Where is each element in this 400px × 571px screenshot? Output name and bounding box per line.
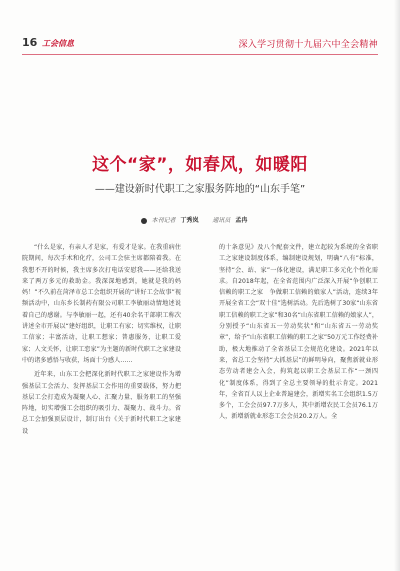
byline-role-reporter: 本刊记者 [151,217,176,224]
byline-role-correspondent: 通讯员 [212,217,231,224]
article-title: 这个“家”，如春风，如暖阳 [92,155,308,175]
paragraph: 的十条意见》及八个配套文件，建立起较为系统的全省职工之家建设制度体系，编制建设规划，明确“八有”标准，坚持“会、站、家”一体化建设，满足职工多元化个性化需求。自2018年起，在全省范围内广泛深入开展“争创职工信赖的职工之家 争做职工信赖的娘家人”活动，连续3年开展全省工会“双十佳”选树活动。先后选树了30家“山东省职工信赖的职工之家”和30名“山东省职工信赖的娘家人”，分别授予“山东省五一劳动奖状”和“山东省五一劳动奖章”，给予“山东省职工信赖的职工之家”50万元工作经费补助，极大地推动了全省基层工会规范化建设。2021年以来，省总工会坚持“大抓基层”的鲜明导向，聚焦新就业形态劳动者建会入会，拘筑起以职工会基层工作“一颈四化”制度体系，得到了全总主要领导的批示肯定。2021年，全省百人以上企业普遍建会，新增实名工会组织1.5万多个，工会会员97.7万多人，其中新增农民工会员76.1万人，新增新就业形态工会会员20.2万人。全 [219,244,378,421]
running-title: 深入学习贯彻十九届六中全会精神 [238,40,378,50]
right-column [219,242,378,426]
page-header [22,36,378,52]
page-number: 16 [22,36,38,49]
paragraph: “什么是家，有亲人才是家，有爱才是家。在我重病住院期间，每次手术和化疗，公司工会驻主席都陪着我。在我想不开的时候，我主席多次打电话安慰我——还给我送来了两万多元的救助金。我深深地感到，她就是我的妈妈！”不久前在菏泽市总工会组织开展的“讲好工会故事”视频活动中，山东乡长制药有限公司职工李敏丽动情地述说着自己的感谢。与李敏丽一起，还有40余名干部职工称次讲述全市开展以“建好组织，让职工有家；切实维权，让职工信家；丰富活动，让职工想家；普惠服务，让职工爱家；人文关怀，让职工恋家”为主题的新时代职工之家建设中的诸多感悟与收获，场面十分感人…… [22,244,181,364]
brand-logo-text: 工会信息 [42,39,74,48]
header-rule [22,54,378,55]
byline-name-correspondent: 孟冉 [235,217,248,224]
left-column [22,242,181,440]
byline [0,215,400,224]
byline-name-reporter: 丁秀岚 [180,217,199,224]
page-edge-shadow [394,0,400,571]
byline-bullet-icon [141,218,147,224]
article-subtitle: ——建设新时代职工之家服务阵地的“山东手笔” [94,184,306,195]
paragraph: 近年来，山东工会把深化新时代职工之家建设作为增强基层工会活力、发挥基层工会作用的重要载体，努力把基层工会打造成为凝聚人心、汇聚力量、服务职工的坚强阵地，切实增强工会组织的吸引力、凝聚力、战斗力。省总工会加强顶层设计，制订出台《关于新时代职工之家建设 [22,371,181,435]
